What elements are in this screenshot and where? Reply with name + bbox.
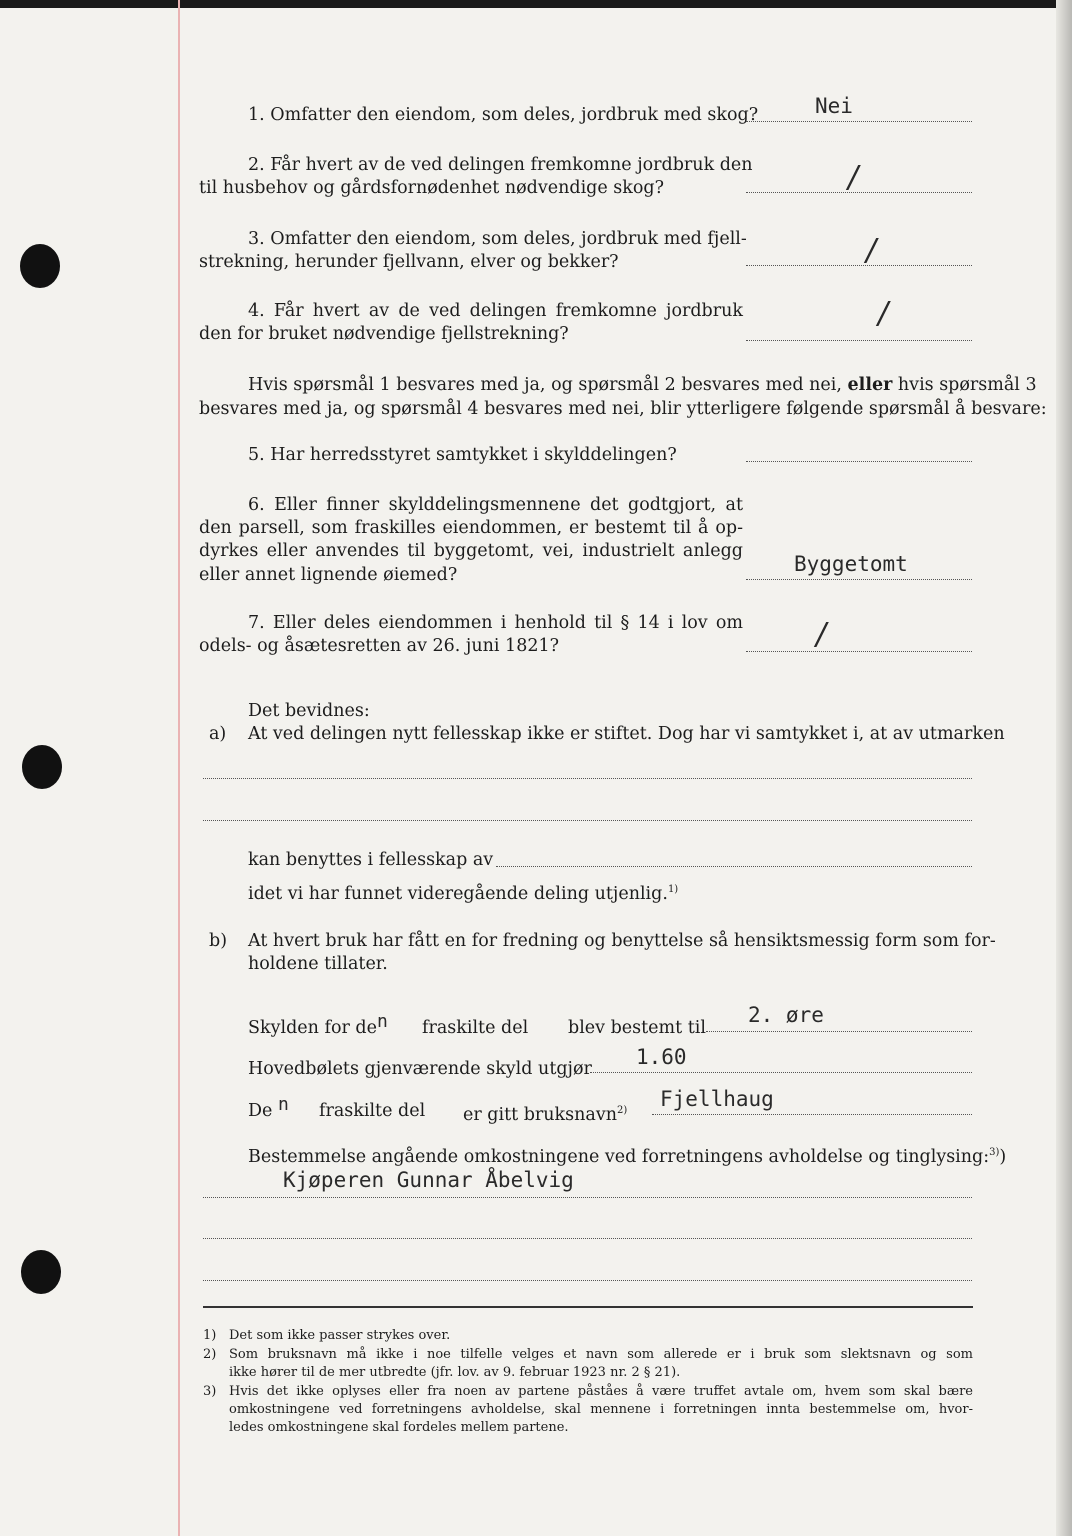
- question-5: 5. Har herredsstyret samtykket i skylddelingen?: [248, 445, 677, 465]
- question-4-line1: 4. Får hvert av de ved delingen fremkomne jordbruk: [248, 301, 743, 321]
- blank-line: [203, 778, 972, 779]
- item-b-line2: holdene tillater.: [248, 954, 388, 974]
- hovedbol-label: Hovedbølets gjenværende skyld utgjør: [248, 1059, 592, 1079]
- footnote-rule: [203, 1306, 973, 1308]
- question-3-line1: 3. Omfatter den eiendom, som deles, jordbruk med fjell-: [248, 229, 747, 249]
- question-7-line2: odels- og åsætesretten av 26. juni 1821?: [199, 636, 559, 656]
- footnote-2-mark: 2): [203, 1347, 217, 1362]
- footnote-2-line1: Som bruksnavn må ikke i noe tilfelle velges et navn som allerede er i bruk som slektsnavn og som: [229, 1347, 973, 1362]
- certify-heading: Det bevidnes:: [248, 701, 370, 721]
- shared-use-label: kan benyttes i fellesskap av: [248, 850, 494, 870]
- question-6-line3: dyrkes eller anvendes til byggetomt, vei, industrielt anlegg: [199, 541, 743, 561]
- answer-1: Nei: [815, 94, 853, 118]
- answer-7: /: [816, 617, 827, 652]
- footnote-3-line2: omkostningene ved forretningens avholdelse, skal mennene i forretningen innta bestemmelse om, hvor-: [229, 1402, 973, 1417]
- footnote-3-line3: ledes omkostningene skal fordeles mellem partene.: [229, 1420, 569, 1435]
- item-b-label: b): [209, 931, 228, 951]
- bruksnavn-part: fraskilte del: [319, 1101, 426, 1121]
- answer-3: /: [866, 233, 877, 268]
- answer-line: [706, 1031, 972, 1032]
- bestemmelse-label: Bestemmelse angående omkostningene ved forretningens avholdelse og tinglysing:$^{3)}$): [248, 1146, 1007, 1167]
- answer-line: [746, 265, 972, 266]
- punch-hole: [20, 244, 60, 288]
- question-3-line2: strekning, herunder fjellvann, elver og bekker?: [199, 252, 619, 272]
- condition-line2: besvares med ja, og spørsmål 4 besvares med nei, blir ytterligere følgende spørsmål å besvare:: [199, 399, 1047, 419]
- skylden-label: Skylden for den: [248, 1011, 388, 1038]
- answer-line: [746, 579, 972, 580]
- answer-line: [746, 121, 972, 122]
- blank-line: [203, 820, 972, 821]
- reason-text: idet vi har funnet videregående deling utjenlig.$^{1)}$: [248, 883, 679, 904]
- blank-line: [203, 1238, 972, 1239]
- answer-4: /: [878, 296, 889, 331]
- footnote-1: Det som ikke passer strykes over.: [229, 1328, 451, 1343]
- question-6-line1: 6. Eller finner skylddelingsmennene det godtgjort, at: [248, 495, 743, 515]
- answer-6: Byggetomt: [794, 552, 908, 576]
- skylden-bestemt: blev bestemt til: [568, 1018, 706, 1038]
- answer-line: [746, 340, 972, 341]
- answer-line: [652, 1114, 972, 1115]
- scan-right-edge: [1056, 0, 1072, 1536]
- footnote-1-mark: 1): [203, 1328, 217, 1343]
- bestemmelse-value: Kjøperen Gunnar Åbelvig: [283, 1168, 574, 1192]
- blank-line: [203, 1197, 972, 1198]
- hovedbol-value: 1.60: [636, 1045, 687, 1069]
- blank-line: [203, 1280, 972, 1281]
- punch-hole: [21, 1250, 61, 1294]
- question-7-line1: 7. Eller deles eiendommen i henhold til § 14 i lov om: [248, 613, 743, 633]
- question-6-line2: den parsell, som fraskilles eiendommen, er bestemt til å op-: [199, 518, 743, 538]
- footnote-2-line2: ikke hører til de mer utbredte (jfr. lov. av 9. februar 1923 nr. 2 § 21).: [229, 1365, 681, 1380]
- blank-line: [496, 866, 972, 867]
- skylden-part: fraskilte del: [422, 1018, 529, 1038]
- answer-line: [746, 461, 972, 462]
- question-6-line4: eller annet lignende øiemed?: [199, 565, 458, 585]
- question-1: 1. Omfatter den eiendom, som deles, jordbruk med skog?: [248, 105, 759, 125]
- question-2-line1: 2. Får hvert av de ved delingen fremkomne jordbruk den: [248, 155, 753, 175]
- bruksnavn-value: Fjellhaug: [660, 1087, 774, 1111]
- scan-top-edge: [0, 0, 1072, 8]
- answer-line: [746, 192, 972, 193]
- answer-2: /: [848, 160, 859, 195]
- answer-line: [590, 1072, 972, 1073]
- item-b-line1: At hvert bruk har fått en for fredning og benyttelse så hensiktsmessig form som for-: [248, 931, 996, 951]
- punch-hole: [22, 745, 62, 789]
- margin-line: [178, 0, 180, 1536]
- footnote-3-mark: 3): [203, 1384, 217, 1399]
- item-a-text: At ved delingen nytt fellesskap ikke er stiftet. Dog har vi samtykket i, at av utmarken: [248, 724, 1005, 744]
- bruksnavn-label: er gitt bruksnavn$^{2)}$: [463, 1104, 628, 1125]
- footnote-3-line1: Hvis det ikke oplyses eller fra noen av partene påståes å være truffet avtale om, hvem som skal bære: [229, 1384, 973, 1399]
- item-a-label: a): [209, 724, 227, 744]
- skylden-value: 2. øre: [748, 1003, 824, 1027]
- condition-line1: Hvis spørsmål 1 besvares med ja, og spørsmål 2 besvares med nei, eller hvis spørsmål 3: [248, 375, 1037, 395]
- question-2-line2: til husbehov og gårdsfornødenhet nødvendige skog?: [199, 178, 664, 198]
- bruksnavn-de: De n: [248, 1094, 289, 1121]
- question-4-line2: den for bruket nødvendige fjellstrekning?: [199, 324, 569, 344]
- answer-line: [746, 651, 972, 652]
